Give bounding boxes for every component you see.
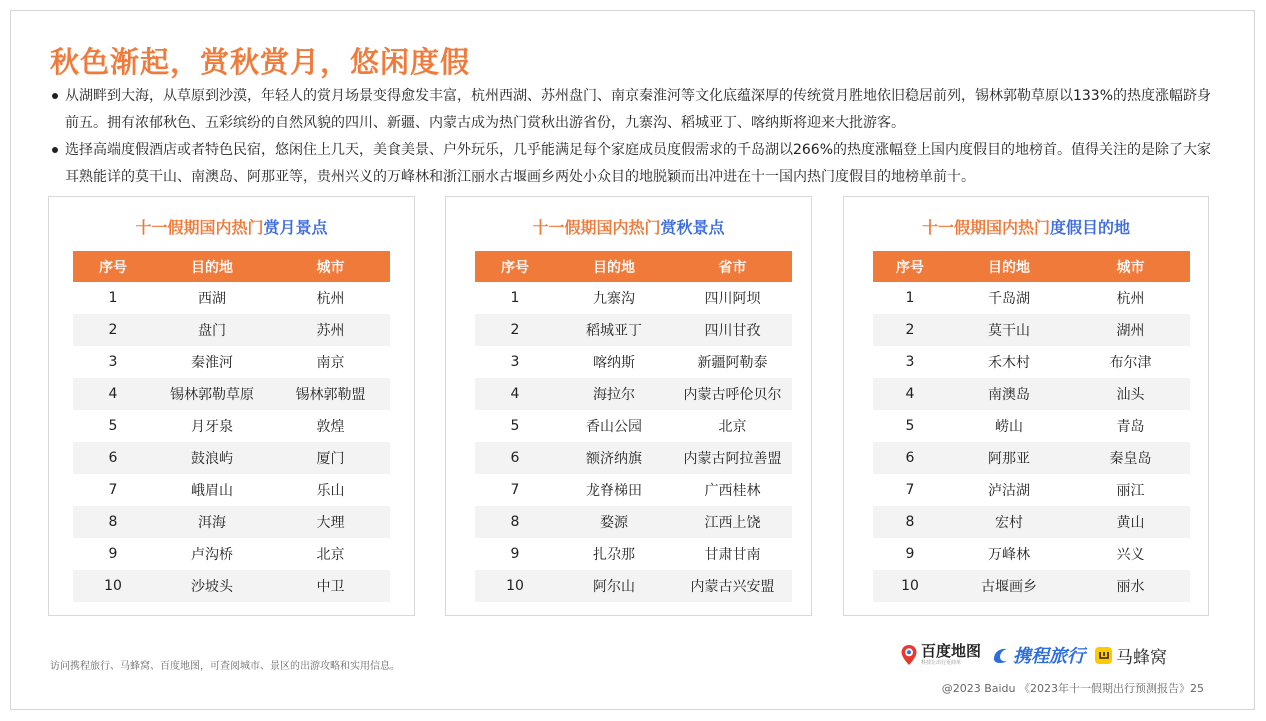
baidu-map-name: 百度地图 (921, 642, 982, 660)
mafengwo-mark-icon (1095, 647, 1112, 664)
ranking-table (475, 251, 792, 602)
mafengwo-logo (1095, 643, 1167, 668)
location-cell: 内蒙古阿拉善盟 (673, 442, 792, 474)
column-header: 目的地 (947, 251, 1071, 282)
destination-cell: 崂山 (947, 410, 1071, 442)
table-header-row (73, 251, 390, 282)
destination-cell: 锡林郭勒草原 (153, 378, 271, 410)
destination-cell: 禾木村 (947, 346, 1071, 378)
location-cell: 北京 (673, 410, 792, 442)
panel-moon-viewing (48, 196, 415, 616)
destination-cell: 盘门 (153, 314, 271, 346)
destination-cell: 阿那亚 (947, 442, 1071, 474)
table-row (475, 506, 792, 538)
location-cell: 丽江 (1071, 474, 1190, 506)
table-row (73, 506, 390, 538)
bullet-list (50, 83, 1220, 191)
table-row (873, 282, 1190, 314)
table-row (873, 442, 1190, 474)
location-cell: 厦门 (271, 442, 390, 474)
table-row (475, 538, 792, 570)
rank-cell: 3 (475, 346, 555, 378)
mafengwo-name: 马蜂窝 (1116, 647, 1168, 668)
table-header-row (873, 251, 1190, 282)
location-cell: 广西桂林 (673, 474, 792, 506)
rank-cell: 10 (873, 570, 947, 602)
table-row (873, 378, 1190, 410)
destination-cell: 万峰林 (947, 538, 1071, 570)
rank-cell: 9 (73, 538, 153, 570)
ranking-table (873, 251, 1190, 602)
rank-cell: 7 (873, 474, 947, 506)
location-cell: 江西上饶 (673, 506, 792, 538)
rank-cell: 9 (873, 538, 947, 570)
destination-cell: 沙坡头 (153, 570, 271, 602)
rank-cell: 6 (475, 442, 555, 474)
bullet-item: 选择高端度假酒店或者特色民宿，悠闲住上几天，美食美景、户外玩乐，几乎能满足每个家庭成员度假需求的千岛湖以266%的热度涨幅登上国内度假目的地榜首。值得关注的是除了大家耳熟能详的莫干山、南澳岛、阿那亚等，贵州兴义的万峰林和浙江丽水古堰画乡两处小众目的地脱颖而出冲进在十一国内热门度假目的地榜单前十。 (50, 137, 1220, 191)
panel-title (844, 215, 1208, 238)
destination-cell: 古堰画乡 (947, 570, 1071, 602)
table-row (73, 474, 390, 506)
ctrip-name: 携程旅行 (1013, 646, 1086, 667)
map-pin-icon (900, 644, 918, 666)
rank-cell: 6 (873, 442, 947, 474)
location-cell: 丽水 (1071, 570, 1190, 602)
location-cell: 四川阿坝 (673, 282, 792, 314)
panel-title-accent: 度假目的地 (1050, 218, 1131, 237)
table-row (475, 570, 792, 602)
location-cell: 甘肃甘南 (673, 538, 792, 570)
destination-cell: 泸沽湖 (947, 474, 1071, 506)
table-row (73, 282, 390, 314)
destination-cell: 鼓浪屿 (153, 442, 271, 474)
destination-cell: 九寨沟 (555, 282, 673, 314)
panel-title-accent: 赏月景点 (263, 218, 328, 237)
rank-cell: 3 (73, 346, 153, 378)
rank-cell: 10 (475, 570, 555, 602)
destination-cell: 南澳岛 (947, 378, 1071, 410)
panel-autumn-viewing (445, 196, 812, 616)
rank-cell: 1 (475, 282, 555, 314)
rank-cell: 1 (73, 282, 153, 314)
column-header: 城市 (271, 251, 390, 282)
destination-cell: 月牙泉 (153, 410, 271, 442)
rank-cell: 5 (475, 410, 555, 442)
rank-cell: 7 (475, 474, 555, 506)
panel-title-accent: 赏秋景点 (660, 218, 725, 237)
location-cell: 锡林郭勒盟 (271, 378, 390, 410)
column-header: 目的地 (153, 251, 271, 282)
rank-cell: 9 (475, 538, 555, 570)
destination-cell: 海拉尔 (555, 378, 673, 410)
table-row (73, 378, 390, 410)
location-cell: 内蒙古兴安盟 (673, 570, 792, 602)
table-row (73, 442, 390, 474)
location-cell: 布尔津 (1071, 346, 1190, 378)
location-cell: 中卫 (271, 570, 390, 602)
table-row (873, 410, 1190, 442)
location-cell: 杭州 (1071, 282, 1190, 314)
table-row (475, 474, 792, 506)
table-row (73, 346, 390, 378)
table-row (873, 474, 1190, 506)
table-row (475, 378, 792, 410)
footnote: 访问携程旅行、马蜂窝、百度地图，可查阅城市、景区的出游攻略和实用信息。 (50, 661, 400, 672)
rank-cell: 2 (475, 314, 555, 346)
location-cell: 南京 (271, 346, 390, 378)
location-cell: 苏州 (271, 314, 390, 346)
dolphin-icon (991, 645, 1011, 665)
destination-cell: 香山公园 (555, 410, 673, 442)
rank-cell: 3 (873, 346, 947, 378)
table-header-row (475, 251, 792, 282)
destination-cell: 喀纳斯 (555, 346, 673, 378)
destination-cell: 扎尕那 (555, 538, 673, 570)
rank-cell: 8 (475, 506, 555, 538)
table-row (873, 506, 1190, 538)
table-row (475, 346, 792, 378)
destination-cell: 龙脊梯田 (555, 474, 673, 506)
rank-cell: 8 (73, 506, 153, 538)
rank-cell: 5 (873, 410, 947, 442)
destination-cell: 额济纳旗 (555, 442, 673, 474)
location-cell: 黄山 (1071, 506, 1190, 538)
destination-cell: 宏村 (947, 506, 1071, 538)
rank-cell: 2 (873, 314, 947, 346)
panel-title (446, 215, 811, 238)
table-row (73, 570, 390, 602)
destination-cell: 峨眉山 (153, 474, 271, 506)
panel-title-prefix: 十一假期国内热门 (135, 218, 264, 237)
table-row (475, 314, 792, 346)
column-header: 序号 (873, 251, 947, 282)
page-title: 秋色渐起，赏秋赏月，悠闲度假 (50, 45, 471, 79)
table-row (73, 538, 390, 570)
location-cell: 杭州 (271, 282, 390, 314)
column-header: 省市 (673, 251, 792, 282)
location-cell: 内蒙古呼伦贝尔 (673, 378, 792, 410)
table-row (73, 410, 390, 442)
rank-cell: 4 (73, 378, 153, 410)
copyright: @2023 Baidu 《2023年十一假期出行预测报告》25 (941, 682, 1204, 695)
panel-title-prefix: 十一假期国内热门 (532, 218, 661, 237)
table-row (873, 538, 1190, 570)
bullet-item: 从湖畔到大海，从草原到沙漠，年轻人的赏月场景变得愈发丰富，杭州西湖、苏州盘门、南京秦淮河等文化底蕴深厚的传统赏月胜地依旧稳居前列，锡林郭勒草原以133%的热度涨幅跻身前五。拥有浓郁秋色、五彩缤纷的自然风貌的四川、新疆、内蒙古成为热门赏秋出游省份，九寨沟、稻城亚丁、喀纳斯将迎来大批游客。 (50, 83, 1220, 137)
destination-cell: 稻城亚丁 (555, 314, 673, 346)
table-row (873, 314, 1190, 346)
location-cell: 汕头 (1071, 378, 1190, 410)
location-cell: 敦煌 (271, 410, 390, 442)
rank-cell: 8 (873, 506, 947, 538)
baidu-map-logo (900, 644, 981, 666)
rank-cell: 7 (73, 474, 153, 506)
destination-cell: 西湖 (153, 282, 271, 314)
location-cell: 乐山 (271, 474, 390, 506)
ranking-table (73, 251, 390, 602)
baidu-map-slogan: 科技让出行更简单 (921, 660, 962, 666)
location-cell: 大理 (271, 506, 390, 538)
rank-cell: 4 (475, 378, 555, 410)
table-row (475, 282, 792, 314)
location-cell: 湖州 (1071, 314, 1190, 346)
location-cell: 四川甘孜 (673, 314, 792, 346)
location-cell: 兴义 (1071, 538, 1190, 570)
destination-cell: 莫干山 (947, 314, 1071, 346)
location-cell: 北京 (271, 538, 390, 570)
rank-cell: 2 (73, 314, 153, 346)
rank-cell: 1 (873, 282, 947, 314)
panel-holiday-destinations (843, 196, 1209, 616)
rank-cell: 4 (873, 378, 947, 410)
location-cell: 青岛 (1071, 410, 1190, 442)
location-cell: 秦皇岛 (1071, 442, 1190, 474)
column-header: 序号 (475, 251, 555, 282)
panel-title (49, 215, 414, 238)
column-header: 序号 (73, 251, 153, 282)
column-header: 目的地 (555, 251, 673, 282)
table-row (73, 314, 390, 346)
destination-cell: 阿尔山 (555, 570, 673, 602)
ctrip-logo (991, 642, 1085, 668)
rank-cell: 5 (73, 410, 153, 442)
destination-cell: 千岛湖 (947, 282, 1071, 314)
table-row (475, 442, 792, 474)
destination-cell: 卢沟桥 (153, 538, 271, 570)
column-header: 城市 (1071, 251, 1190, 282)
rank-cell: 10 (73, 570, 153, 602)
destination-cell: 婺源 (555, 506, 673, 538)
table-row (873, 346, 1190, 378)
destination-cell: 洱海 (153, 506, 271, 538)
partner-logos (900, 642, 1210, 668)
location-cell: 新疆阿勒泰 (673, 346, 792, 378)
destination-cell: 秦淮河 (153, 346, 271, 378)
table-row (475, 410, 792, 442)
panel-title-prefix: 十一假期国内热门 (921, 218, 1050, 237)
rank-cell: 6 (73, 442, 153, 474)
table-row (873, 570, 1190, 602)
